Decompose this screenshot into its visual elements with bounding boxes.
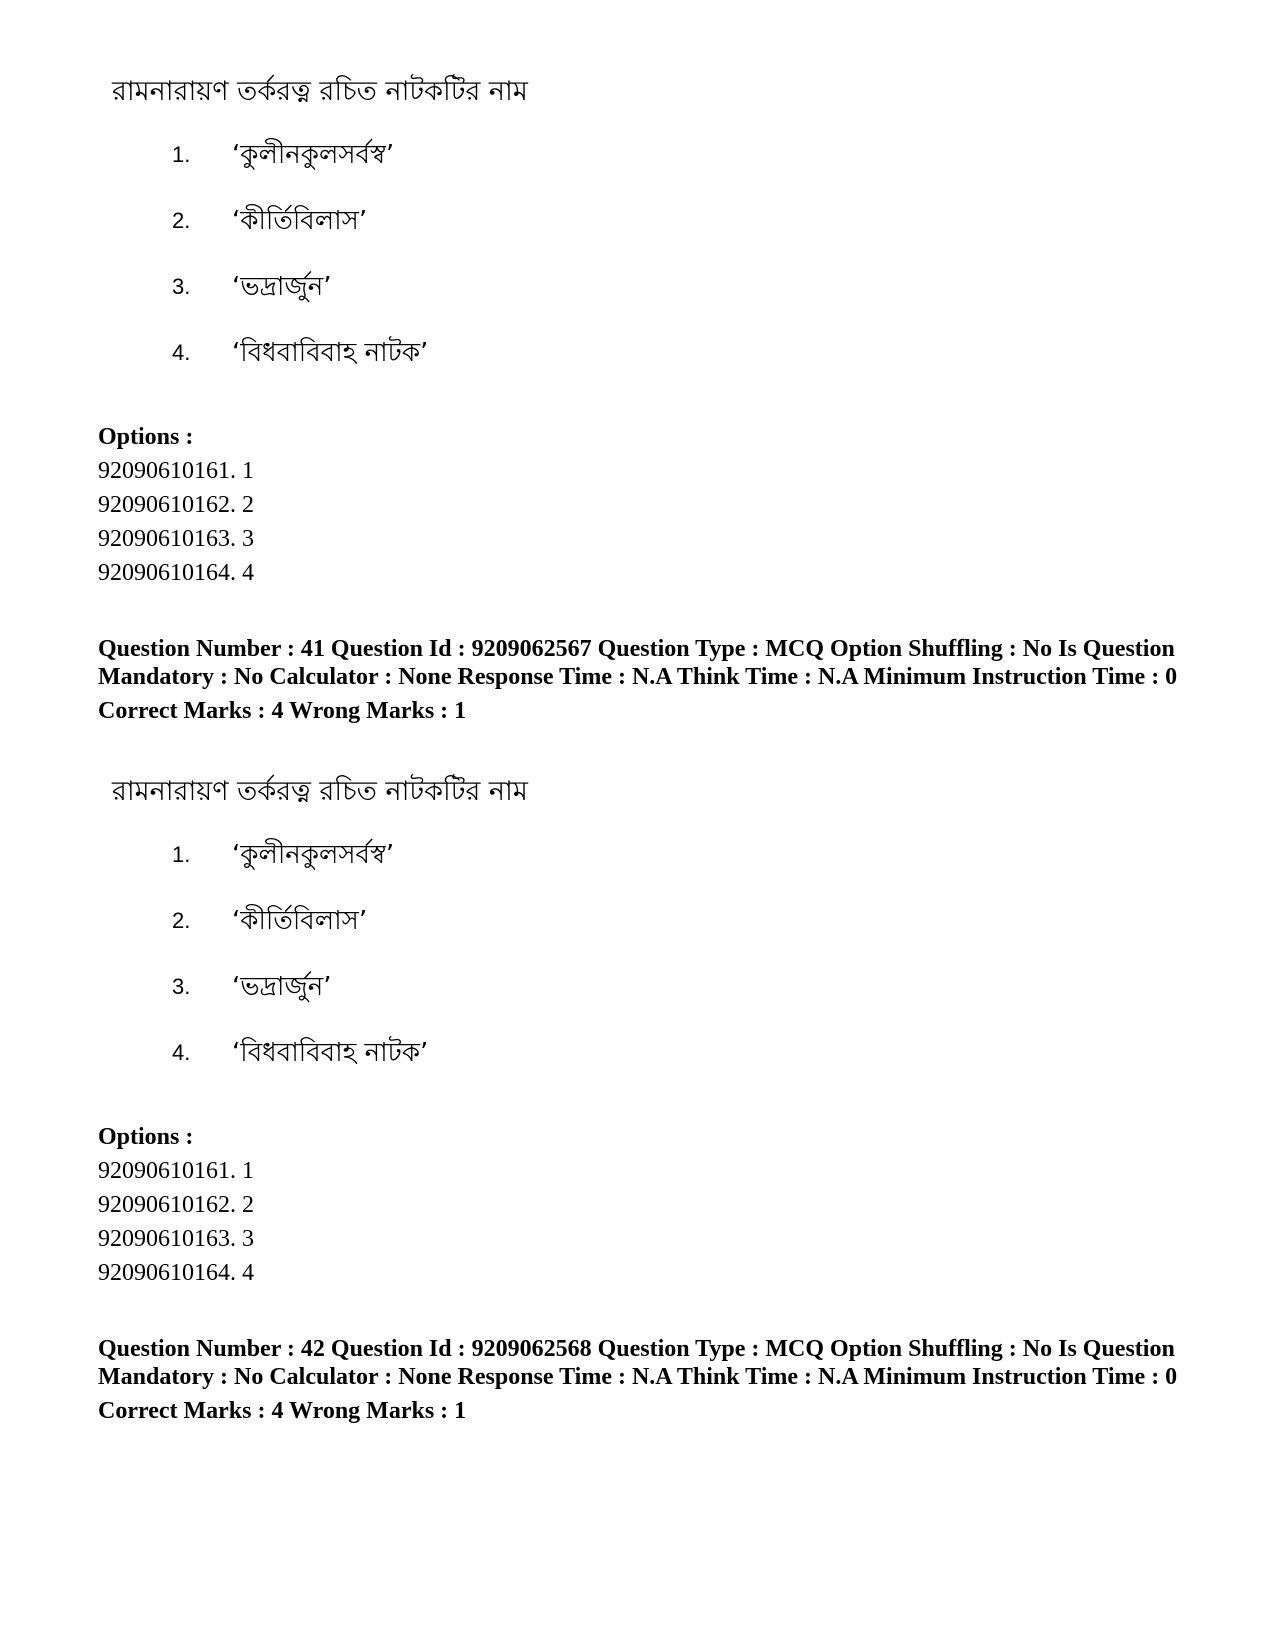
choice-item	[172, 904, 367, 938]
question-stem: রামনারায়ণ তর্করত্ন রচিত নাটকটির নাম	[112, 776, 528, 807]
option-line: 92090610163. 3	[98, 1226, 254, 1252]
choice-item	[172, 970, 332, 1004]
option-line: 92090610161. 1	[98, 458, 254, 484]
choice-number: 1.	[172, 142, 191, 167]
question-marks: Correct Marks : 4 Wrong Marks : 1	[98, 1398, 467, 1424]
choice-number: 1.	[172, 842, 191, 867]
choice-number: 4.	[172, 340, 191, 365]
question-info: Question Number : 42 Question Id : 9209062568 Question Type : MCQ Option Shuffling : No Is Question Mandatory : No Calculator : None Response Time : N.A Think Time : N.A Minimum Instruction Time : 0	[98, 1336, 1178, 1390]
choice-text: ‘কীর্তিবিলাস’	[232, 206, 368, 236]
options-heading: Options :	[98, 1124, 194, 1150]
choice-item	[172, 138, 394, 172]
question-meta-41	[98, 635, 1188, 725]
choice-item	[172, 270, 332, 304]
options-section-2	[98, 1120, 1188, 1290]
options-section-1	[98, 420, 1188, 590]
choice-item	[172, 1036, 428, 1070]
choice-number: 2.	[172, 208, 191, 233]
choice-text: ‘কুলীনকুলসর্বস্ব’	[232, 840, 395, 870]
choice-text: ‘বিধবাবিবাহ নাটক’	[232, 338, 429, 368]
options-heading: Options :	[98, 424, 194, 450]
question-stem: রামনারায়ণ তর্করত্ন রচিত নাটকটির নাম	[112, 76, 528, 107]
choice-text: ‘ভদ্রার্জুন’	[232, 272, 332, 302]
option-line: 92090610164. 4	[98, 1260, 254, 1286]
option-line: 92090610163. 3	[98, 526, 254, 552]
choice-item	[172, 336, 428, 370]
choice-number: 4.	[172, 1040, 191, 1065]
choice-item	[172, 838, 394, 872]
choice-text: ‘কুলীনকুলসর্বস্ব’	[232, 140, 395, 170]
option-line: 92090610162. 2	[98, 492, 254, 518]
option-line: 92090610164. 4	[98, 560, 254, 586]
choice-number: 3.	[172, 274, 191, 299]
choice-text: ‘ভদ্রার্জুন’	[232, 972, 332, 1002]
choice-text: ‘কীর্তিবিলাস’	[232, 906, 368, 936]
question-meta-42	[98, 1335, 1188, 1425]
option-line: 92090610162. 2	[98, 1192, 254, 1218]
question-info: Question Number : 41 Question Id : 9209062567 Question Type : MCQ Option Shuffling : No Is Question Mandatory : No Calculator : None Response Time : N.A Think Time : N.A Minimum Instruction Time : 0	[98, 636, 1178, 690]
choice-number: 2.	[172, 908, 191, 933]
choice-text: ‘বিধবাবিবাহ নাটক’	[232, 1038, 429, 1068]
choice-number: 3.	[172, 974, 191, 999]
option-line: 92090610161. 1	[98, 1158, 254, 1184]
choice-item	[172, 204, 367, 238]
question-marks: Correct Marks : 4 Wrong Marks : 1	[98, 698, 467, 724]
